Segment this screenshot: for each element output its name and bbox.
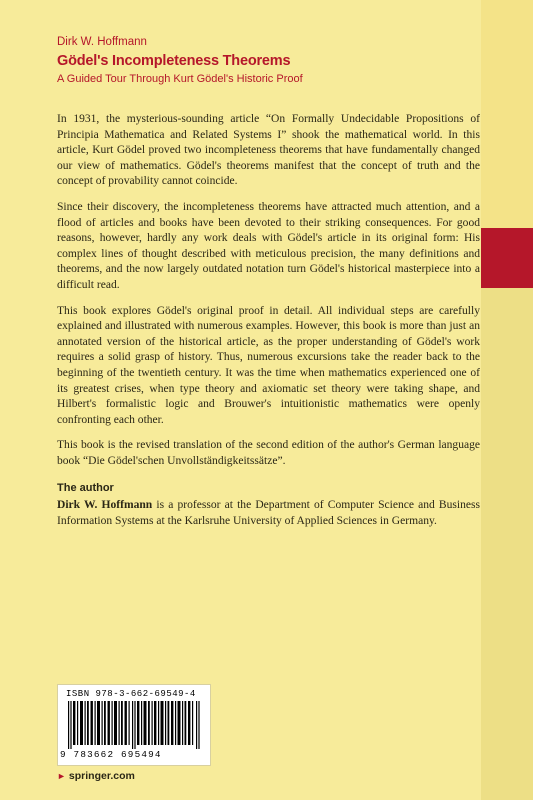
publisher-url: springer.com: [68, 770, 135, 782]
blurb-body: [57, 112, 480, 539]
about-author-name: Dirk W. Hoffmann: [57, 499, 153, 512]
about-author-heading: The author: [57, 482, 114, 495]
isbn-barcode: [57, 684, 211, 766]
band-yellow-bottom: [481, 288, 533, 800]
barcode-digits: 9 783662 695494: [60, 749, 162, 760]
band-yellow-top: [481, 0, 533, 228]
book-title: Gödel's Incompleteness Theorems: [57, 53, 291, 69]
publisher-link[interactable]: [57, 770, 135, 782]
cover-header: [57, 36, 457, 85]
barcode-bars: [68, 701, 202, 749]
book-subtitle: A Guided Tour Through Kurt Gödel's Historic Proof: [57, 73, 303, 85]
about-author-description: is a professor at the Department of Computer Science and Business Information Systems at the Karlsruhe University of Applied Sciences in Germany.: [57, 499, 480, 527]
band-red-stripe: [481, 228, 533, 288]
blurb-paragraph-4: This book is the revised translation of the second edition of the author's German language book “Die Gödel'schen Unvollständigkeitssätze”.: [57, 439, 480, 467]
author-name: Dirk W. Hoffmann: [57, 36, 147, 48]
isbn-label: ISBN 978-3-662-69549-4: [66, 689, 196, 699]
blurb-paragraph-3: This book explores Gödel's original proof in detail. All individual steps are carefully explained and illustrated with numerous examples. However, this book is more than just an annotated version of the historical article, as the proper understanding of Gödel's work requires a solid grasp of history. Thus, numerous excursions take the reader back to the beginning of the twentieth century. It was the time when mathematics experienced one of its greatest crises, when type theory and axiomatic set theory were taking shape, and Hilbert's formalistic logic and Brouwer's intuitionistic mathematics were openly confronting each other.: [57, 304, 480, 426]
blurb-paragraph-2: Since their discovery, the incompleteness theorems have attracted much attention, and a flood of articles and books have been devoted to their striking consequences. For good reasons, however, hardly any work deals with Gödel's article in its original form: His complex lines of thought described with meticulous precision, the many definitions and theorems, and the now largely outdated notation turn Gödel's historical masterpiece into a difficult read.: [57, 200, 480, 291]
right-edge-band: [481, 0, 533, 800]
triangle-arrow-icon: ►: [57, 771, 66, 781]
about-author-text: [57, 498, 480, 529]
blurb-paragraph-1: In 1931, the mysterious-sounding article “On Formally Undecidable Propositions of Principia Mathematica and Related Systems I” shook the mathematical world. In this article, Kurt Gödel proved two incompleteness theorems that have fundamentally changed our view of mathematics. Gödel's theorems manifest that the concept of truth and the concept of provability cannot coincide.: [57, 113, 480, 188]
